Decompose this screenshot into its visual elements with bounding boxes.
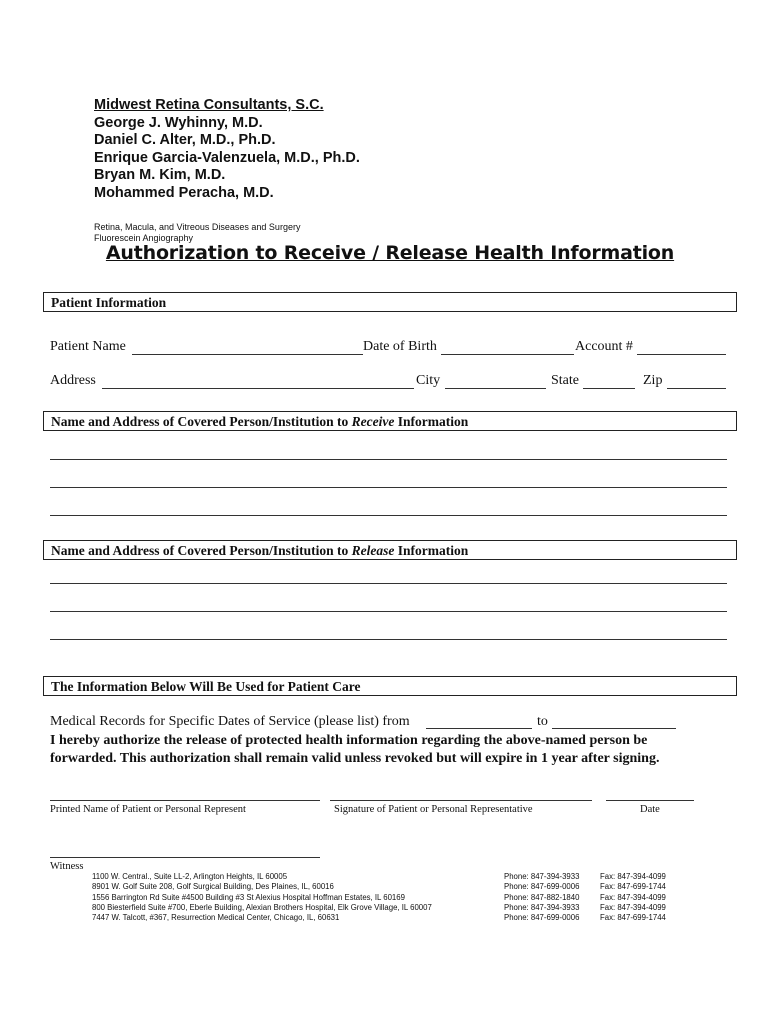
dob-label: Date of Birth [363, 339, 437, 354]
doctor-name: Bryan M. Kim, M.D. [94, 167, 226, 183]
office-fax: Fax: 847-699-1744 [600, 913, 666, 923]
authorization-statement [50, 732, 750, 768]
witness-label: Witness [50, 861, 84, 872]
office-address: 800 Biesterfield Suite #700, Eberle Building, Alexian Brothers Hospital, Elk Grove Village, IL 60007 [92, 902, 432, 912]
state-field[interactable] [583, 388, 635, 389]
specialty-text [94, 222, 300, 244]
address-label: Address [50, 373, 96, 388]
statement-line: forwarded. This authorization shall remain valid unless revoked but will expire in 1 year after signing. [50, 751, 660, 766]
doctor-name: Daniel C. Alter, M.D., Ph.D. [94, 132, 276, 148]
doctor-name: Mohammed Peracha, M.D. [94, 184, 274, 201]
date-label: Date [640, 804, 660, 815]
receive-address-line[interactable] [50, 515, 727, 516]
office-fax: Fax: 847-394-4099 [600, 892, 666, 902]
address-field[interactable] [102, 388, 414, 389]
release-section-header [43, 540, 737, 560]
date-field[interactable] [606, 800, 694, 801]
office-address: 7447 W. Talcott, #367, Resurrection Medical Center, Chicago, IL, 60631 [92, 913, 340, 923]
office-fax: Fax: 847-394-4099 [600, 872, 666, 881]
office-phone: Phone: 847-394-3933 [504, 902, 580, 912]
office-phone: Phone: 847-882-1840 [504, 892, 580, 902]
specialty-line: Fluorescein Angiography [94, 233, 194, 243]
date-from-field[interactable] [426, 728, 532, 729]
zip-label: Zip [643, 373, 663, 388]
patient-care-section-header [43, 676, 737, 696]
heading-text: Name and Address of Covered Person/Institution to [51, 543, 352, 558]
office-fax: Fax: 847-394-4099 [600, 902, 666, 912]
doctor-name: George J. Wyhinny, M.D. [94, 114, 263, 131]
doctor-name: Enrique Garcia-Valenzuela, M.D., Ph.D. [94, 149, 360, 166]
release-address-line[interactable] [50, 639, 727, 640]
city-field[interactable] [445, 388, 546, 389]
section-heading: The Information Below Will Be Used for Patient Care [51, 679, 361, 694]
signature-label: Signature of Patient or Personal Representative [334, 804, 533, 815]
office-fax: Fax: 847-699-1744 [600, 882, 666, 892]
state-label: State [551, 373, 579, 388]
receive-section-header [43, 411, 737, 431]
heading-emphasis: Receive [351, 414, 395, 429]
patient-name-label: Patient Name [50, 339, 126, 354]
date-to-field[interactable] [552, 728, 676, 729]
patient-info-section-header [43, 292, 737, 312]
section-heading [51, 414, 468, 430]
office-phone: Phone: 847-699-0006 [504, 913, 580, 923]
form-title: Authorization to Receive / Release Health Information [105, 242, 675, 264]
office-addresses [92, 872, 492, 923]
receive-address-line[interactable] [50, 459, 727, 460]
office-address: 8901 W. Golf Suite 208, Golf Surgical Building, Des Plaines, IL, 60016 [92, 882, 334, 892]
account-field[interactable] [637, 354, 726, 355]
practice-header [94, 97, 360, 202]
city-label: City [416, 373, 441, 388]
office-phone: Phone: 847-394-3933 [504, 872, 580, 881]
account-label: Account # [575, 339, 633, 354]
receive-address-line[interactable] [50, 487, 727, 488]
office-address: 1556 Barrington Rd Suite #4500 Building #3 St Alexius Hospital Hoffman Estates, IL 60169 [92, 892, 405, 902]
office-phone: Phone: 847-699-0006 [504, 882, 580, 892]
witness-field[interactable] [50, 857, 320, 858]
printed-name-label: Printed Name of Patient or Personal Represent [50, 804, 246, 815]
printed-name-field[interactable] [50, 800, 320, 801]
heading-text: Information [394, 543, 469, 558]
heading-text: Information [394, 414, 469, 429]
dob-field[interactable] [441, 354, 574, 355]
records-label: Medical Records for Specific Dates of Service (please list) from [50, 714, 410, 729]
to-label: to [537, 714, 548, 729]
zip-field[interactable] [667, 388, 726, 389]
release-address-line[interactable] [50, 611, 727, 612]
office-phones [504, 872, 596, 923]
specialty-line: Retina, Macula, and Vitreous Diseases and Surgery [94, 222, 301, 232]
office-address: 1100 W. Central., Suite LL-2, Arlington Heights, IL 60005 [92, 872, 288, 881]
heading-text: Name and Address of Covered Person/Institution to [51, 414, 352, 429]
signature-field[interactable] [330, 800, 592, 801]
statement-line: I hereby authorize the release of protected health information regarding the above-named person be [50, 733, 648, 748]
section-heading [51, 543, 468, 559]
section-heading: Patient Information [51, 295, 167, 310]
office-faxes [600, 872, 682, 923]
release-address-line[interactable] [50, 583, 727, 584]
patient-name-field[interactable] [132, 354, 363, 355]
practice-name: Midwest Retina Consultants, S.C. [94, 97, 324, 113]
heading-emphasis: Release [351, 543, 395, 558]
